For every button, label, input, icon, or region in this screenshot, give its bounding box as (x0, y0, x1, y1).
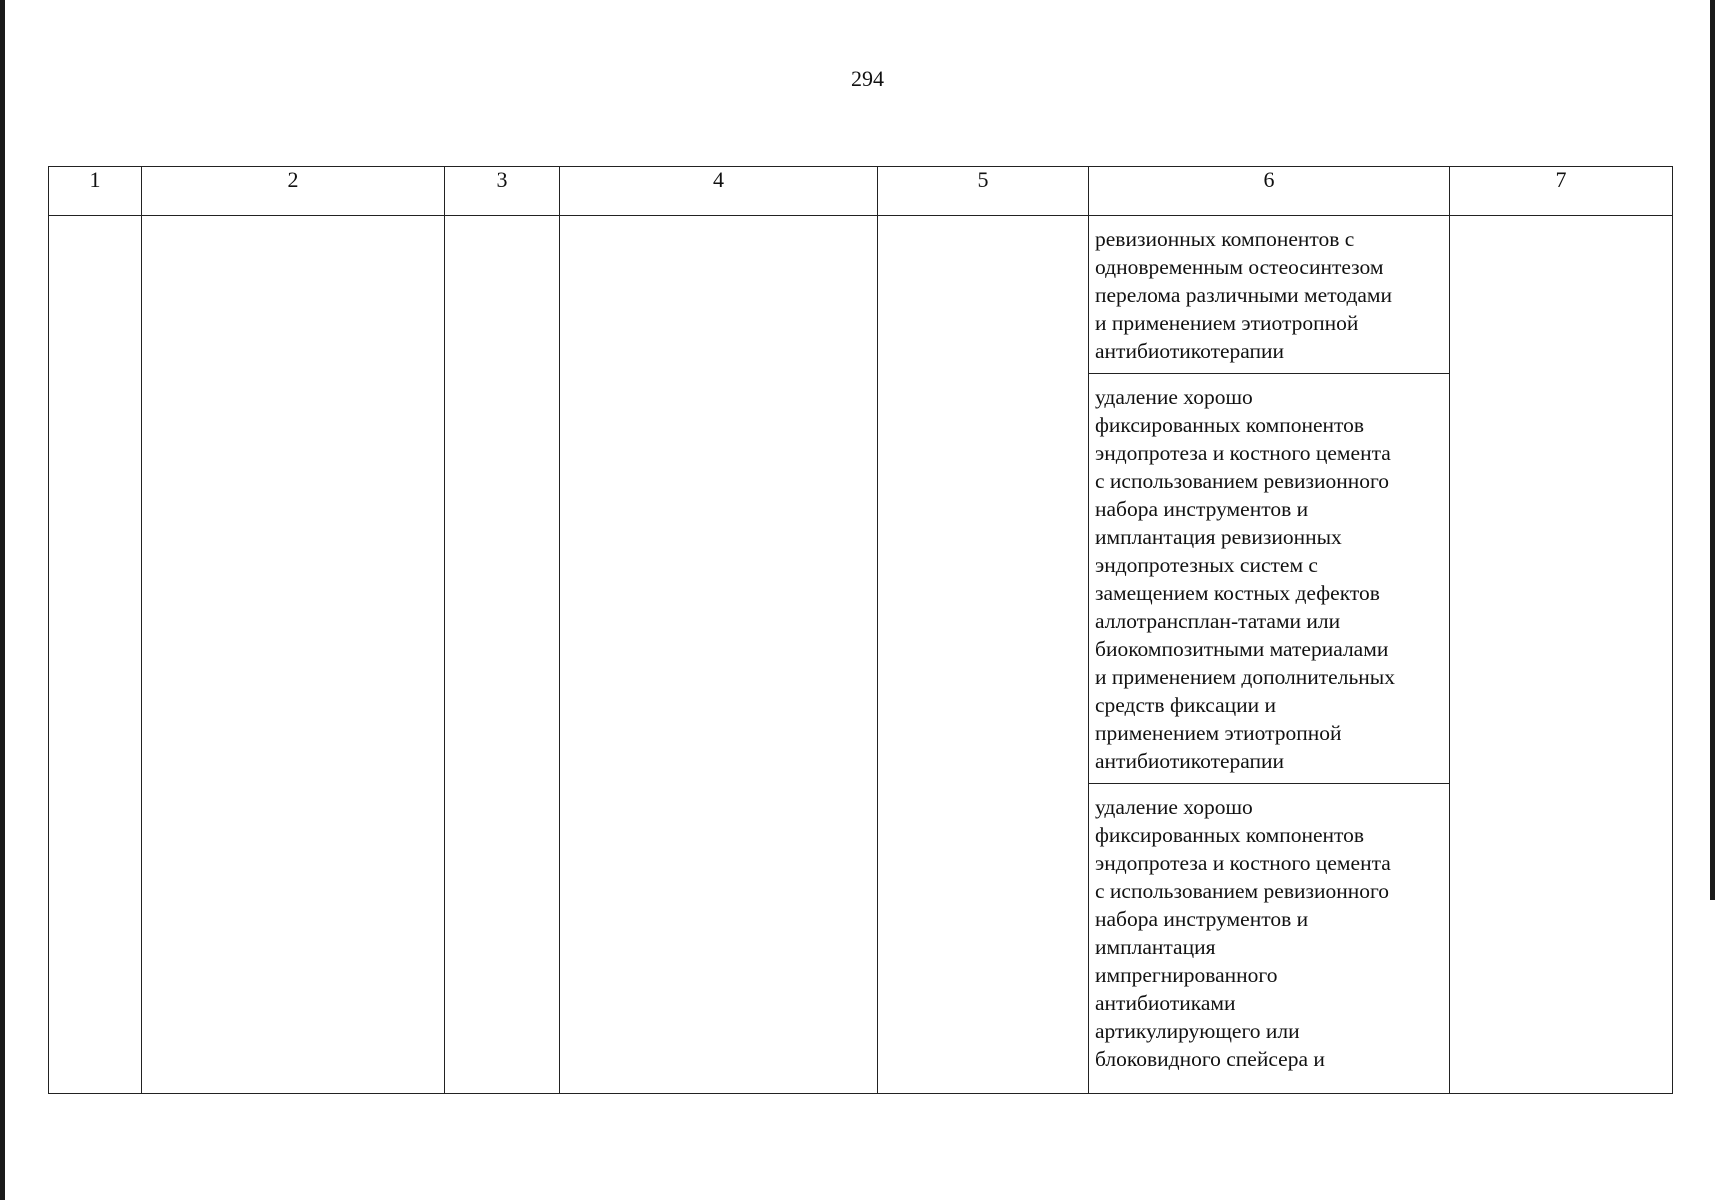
document-table (48, 166, 1673, 1094)
procedure-item: удаление хорошо фиксированных компонентов эндопротеза и костного цемента с использованием ревизионного набора инструментов и имплантация импрегнированного антибиотиками артикулирующего или блоковидного спейсера и (1095, 795, 1391, 1071)
column-number-3: 3 (445, 167, 560, 216)
cell-col4 (560, 216, 878, 1094)
column-number-6: 6 (1089, 167, 1450, 216)
cell-col1 (49, 216, 142, 1094)
column-number-2: 2 (142, 167, 445, 216)
cell-col7 (1450, 216, 1673, 1094)
cell-col5 (878, 216, 1089, 1094)
procedure-item: удаление хорошо фиксированных компонентов эндопротеза и костного цемента с использованием ревизионного набора инструментов и имплантация ревизионных эндопротезных систем с замещением костных дефектов аллотрансплан-татами или биокомпозитными материалами и применением дополнительных средств фиксации и применением этиотропной антибиотикотерапии (1089, 374, 1449, 784)
scan-edge-left (0, 0, 5, 1200)
page-number: 294 (851, 66, 884, 91)
column-number-row (49, 167, 1673, 216)
cell-col2 (142, 216, 445, 1094)
scan-edge-right (1710, 0, 1715, 900)
column-number-4: 4 (560, 167, 878, 216)
column-number-5: 5 (878, 167, 1089, 216)
cell-col6-procedures (1089, 216, 1450, 1094)
procedure-item: ревизионных компонентов с одновременным остеосинтезом перелома различными методами и применением этиотропной антибиотикотерапии (1089, 216, 1449, 374)
column-number-7: 7 (1450, 167, 1673, 216)
table-row (49, 216, 1673, 1094)
column-number-1: 1 (49, 167, 142, 216)
cell-col3 (445, 216, 560, 1094)
procedure-list (1089, 216, 1449, 1093)
